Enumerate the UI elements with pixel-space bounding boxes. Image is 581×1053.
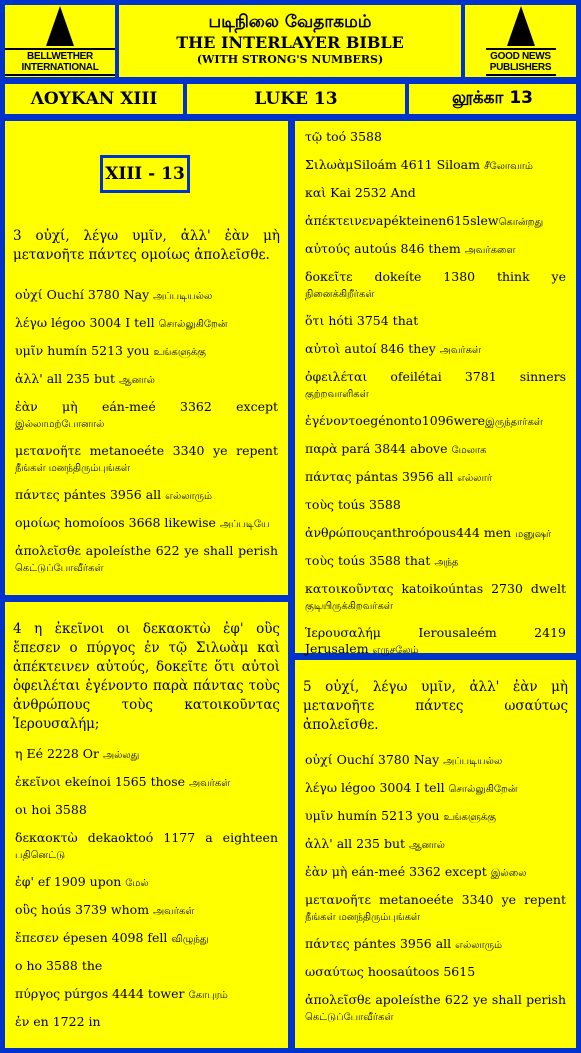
tamil-gloss: குற்றவாளிகள் <box>305 389 369 400</box>
word-entry <box>305 341 566 359</box>
word-entry <box>15 874 278 892</box>
tamil-gloss: அவர்கள் <box>189 778 231 789</box>
word-entry <box>305 581 566 615</box>
tamil-title: படிநிலை வேதாகமம் <box>208 12 372 32</box>
translit-strongs-gloss: ofeilétai 3781 sinners <box>367 369 566 384</box>
translit-strongs-gloss: dokeíte 1380 think ye <box>352 269 566 284</box>
greek-word: αὐτοὶ <box>305 341 341 356</box>
translit-strongs-gloss: Ouchí 3780 Nay <box>42 287 154 302</box>
greek-word: Ἱερουσαλήμ <box>305 625 381 640</box>
greek-word: πύργος <box>15 986 61 1001</box>
tamil-gloss: கெட்டுப்போவீர்கள் <box>305 1012 394 1023</box>
translit-strongs-gloss: all 235 but <box>42 371 120 386</box>
word-entry <box>305 992 566 1026</box>
translit-strongs-gloss: all 235 but <box>332 836 410 851</box>
word-entry <box>305 780 566 798</box>
greek-word: λέγω <box>305 780 338 795</box>
translit-strongs-gloss: homoíoos 3668 likewise <box>60 515 220 530</box>
translit-strongs-gloss: apoleísthe 622 ye shall perish <box>371 992 566 1007</box>
tamil-gloss: சொல்லுகிறேன் <box>448 784 518 795</box>
translit-strongs-gloss: toó 3588 <box>322 129 382 144</box>
word-entry <box>15 830 278 864</box>
verse-4-panel <box>3 600 290 1050</box>
word-entry <box>15 958 278 976</box>
subtitle: (WITH STRONG'S NUMBERS) <box>196 53 384 66</box>
translit-strongs-gloss: ekeínoi 1565 those <box>60 774 189 789</box>
greek-word: τῷ <box>305 129 323 144</box>
greek-word: ομοίως <box>15 515 61 530</box>
book-greek: ΛΟΥΚΑΝ XIII <box>3 82 185 116</box>
translit-strongs-gloss: anthroópous444 men <box>376 525 516 540</box>
greek-word: παρὰ <box>305 441 338 456</box>
verse-4-entries <box>15 746 278 1042</box>
word-entry <box>15 399 278 433</box>
translit-strongs-gloss: pántas 3956 all <box>351 469 458 484</box>
greek-word: ωσαύτως <box>305 964 364 979</box>
word-entry <box>305 441 566 459</box>
word-entry <box>305 936 566 954</box>
bellwether-logo-text: BELLWETHER INTERNATIONAL <box>5 48 115 76</box>
translit-strongs-gloss: Kai 2532 And <box>326 185 416 200</box>
tamil-gloss: இல்லாமற்போனால் <box>15 419 105 430</box>
greek-word: ἀνθρώπους <box>305 525 377 540</box>
continuation-entries <box>305 129 566 669</box>
greek-word: οι <box>15 802 28 817</box>
word-entry <box>15 287 278 305</box>
greek-word: μετανοῆτε <box>305 892 371 907</box>
good-news-logo-icon <box>507 6 535 46</box>
greek-word: η <box>15 746 23 761</box>
word-entry <box>305 413 566 431</box>
tamil-gloss: மனுஷர் <box>515 529 552 540</box>
book-english: LUKE 13 <box>185 82 407 116</box>
translit-strongs-gloss: toús 3588 <box>334 497 401 512</box>
tamil-gloss: அப்படியே <box>219 519 270 530</box>
tamil-gloss: அப்படியல்ல <box>153 291 213 302</box>
greek-word: ἐὰν μὴ <box>305 864 348 879</box>
translit-strongs-gloss: humín 5213 you <box>333 808 444 823</box>
greek-word: ἀπολεῖσθε <box>305 992 372 1007</box>
translit-strongs-gloss: metanoeéte 3340 ye repent <box>80 443 278 458</box>
greek-word: πάντες <box>305 936 350 951</box>
greek-word: τοὺς <box>305 497 335 512</box>
word-entry <box>15 443 278 477</box>
greek-word: δεκαοκτὼ <box>15 830 78 845</box>
greek-word: οὐχί <box>305 752 333 767</box>
translit-strongs-gloss: Siloám 4611 Siloam <box>353 157 484 172</box>
greek-word: ἐφ' <box>15 874 34 889</box>
translit-strongs-gloss: eán-meé 3362 except <box>77 399 278 414</box>
translit-strongs-gloss: hoosaútoos 5615 <box>363 964 476 979</box>
word-entry <box>305 469 566 487</box>
word-entry <box>305 241 566 259</box>
tamil-gloss: எல்லாரும் <box>165 491 213 502</box>
greek-word: ἀπέκτεινεν <box>305 213 376 228</box>
translit-strongs-gloss: légoo 3004 I tell <box>47 315 159 330</box>
tamil-gloss: அப்படியல்ல <box>443 756 503 767</box>
translit-strongs-gloss: Eé 2228 Or <box>22 746 103 761</box>
word-entry <box>15 515 278 533</box>
greek-word: Σιλωὰμ <box>305 157 354 172</box>
translit-strongs-gloss: metanoeéte 3340 ye repent <box>370 892 566 907</box>
greek-word: ὀφειλέται <box>305 369 368 384</box>
tamil-gloss: நீங்கள் மனந்திரும்புங்கள் <box>15 463 131 474</box>
greek-word: λέγω <box>15 315 48 330</box>
greek-word: ἐγένοντο <box>305 413 363 428</box>
translit-strongs-gloss: dekaoktoó 1177 a eighteen <box>77 830 278 845</box>
word-entry <box>305 553 566 571</box>
tamil-gloss: அந்த <box>434 557 459 568</box>
tamil-gloss: அவர்களை <box>464 245 516 256</box>
tamil-gloss: அவர்கள் <box>439 345 482 356</box>
greek-word: ἐὰν μὴ <box>15 399 78 414</box>
word-entry <box>305 269 566 303</box>
word-entry <box>15 487 278 505</box>
translit-strongs-gloss: hóti 3754 that <box>324 313 419 328</box>
tamil-gloss: அல்லது <box>102 750 140 761</box>
translit-strongs-gloss: Ierousaleém 2419 Jerusalem <box>305 625 566 656</box>
greek-word: δοκεῖτε <box>305 269 353 284</box>
word-entry <box>305 185 566 203</box>
tamil-gloss: இருந்தார்கள் <box>485 417 543 428</box>
tamil-gloss: எல்லார் <box>457 473 493 484</box>
greek-word: πάντας <box>305 469 352 484</box>
word-entry <box>305 157 566 175</box>
greek-word: ἀλλ' <box>15 371 43 386</box>
translit-strongs-gloss: hoi 3588 <box>27 802 87 817</box>
translit-strongs-gloss: apoleísthe 622 ye shall perish <box>81 543 278 558</box>
tamil-gloss: உங்களுக்கு <box>153 347 206 358</box>
greek-word: τοὺς <box>305 553 335 568</box>
word-entry <box>305 313 566 331</box>
translit-strongs-gloss: en 1722 in <box>29 1014 101 1029</box>
good-news-logo-text: GOOD NEWS PUBLISHERS <box>486 48 556 76</box>
translit-strongs-gloss: ef 1909 upon <box>33 874 126 889</box>
bellwether-logo <box>3 3 117 79</box>
greek-word: υμῖν <box>305 808 334 823</box>
word-entry <box>305 808 566 826</box>
greek-word: ἐν <box>15 1014 30 1029</box>
translit-strongs-gloss: púrgos 4444 tower <box>60 986 189 1001</box>
word-entry <box>15 986 278 1004</box>
word-entry <box>15 746 278 764</box>
greek-word: καὶ <box>305 185 327 200</box>
translit-strongs-gloss: katoikoúntas 2730 dwelt <box>393 581 566 596</box>
tamil-gloss: எல்லாரும் <box>455 940 503 951</box>
word-entry <box>305 892 566 926</box>
title-block <box>117 3 463 79</box>
word-entry <box>15 315 278 333</box>
tamil-gloss: கோபுரம் <box>188 990 228 1001</box>
tamil-gloss: குடியிருக்கிறவர்கள் <box>305 601 393 612</box>
word-entry <box>305 369 566 403</box>
verse-5-entries <box>305 752 566 1036</box>
tamil-gloss: பதினெட்டு <box>15 850 65 861</box>
translit-strongs-gloss: pántes 3956 all <box>349 936 456 951</box>
translit-strongs-gloss: hoús 3739 whom <box>37 902 154 917</box>
greek-word: ἀπολεῖσθε <box>15 543 82 558</box>
tamil-gloss: நீங்கள் மனந்திரும்புங்கள் <box>305 912 421 923</box>
translit-strongs-gloss: eán-meé 3362 except <box>347 864 491 879</box>
tamil-gloss: ஆனால் <box>409 840 445 851</box>
verse-3-panel <box>3 119 290 597</box>
word-entry <box>15 902 278 920</box>
translit-strongs-gloss: pántes 3956 all <box>59 487 166 502</box>
greek-word: ἔπεσεν <box>15 930 60 945</box>
greek-word: αὐτούς <box>305 241 351 256</box>
greek-word: ο <box>15 958 23 973</box>
tamil-gloss: உங்களுக்கு <box>443 812 496 823</box>
translit-strongs-gloss: ho 3588 the <box>22 958 103 973</box>
greek-word: ἀλλ' <box>305 836 333 851</box>
greek-word: πάντες <box>15 487 60 502</box>
translit-strongs-gloss: Ouchí 3780 Nay <box>332 752 444 767</box>
verse-4-text: 4 η ἐκεῖνοι οι δεκαοκτὼ ἐφ' οὓς ἔπεσεν ο πύργος ἐν τῷ Σιλωὰμ καὶ ἀπέκτεινεν αὐτούς, δοκεῖτε ὅτι αὐτοὶ ὀφειλέται ἐγένοντο παρὰ πάντας τοὺς ἀνθρώπους τοὺς κατοικοῦντας Ἱερουσαλήμ; <box>13 621 280 732</box>
translit-strongs-gloss: pará 3844 above <box>337 441 452 456</box>
tamil-gloss: அவர்கள் <box>153 906 195 917</box>
greek-word: οὐχί <box>15 287 43 302</box>
translit-strongs-gloss: apékteinen615slew <box>375 213 499 228</box>
greek-word: μετανοῆτε <box>15 443 81 458</box>
word-entry <box>305 213 566 231</box>
verse-5-text: 5 οὐχί, λέγω υμῖν, ἀλλ' ἐὰν μὴ μετανοῆτε πάντες ωσαύτως ἀπολεῖσθε. <box>303 679 568 733</box>
tamil-gloss: சொல்லுகிறேன் <box>158 319 228 330</box>
verse-3-text: 3 οὐχί, λέγω υμῖν, ἀλλ' ἐὰν μὴ μετανοῆτε πάντες ομοίως ἀπολεῖσθε. <box>13 228 280 263</box>
greek-word: υμῖν <box>15 343 44 358</box>
greek-word: κατοικοῦντας <box>305 581 394 596</box>
verse-3-entries <box>15 287 278 587</box>
word-entry <box>305 129 566 147</box>
greek-word: ἐκεῖνοι <box>15 774 61 789</box>
word-entry <box>15 1014 278 1032</box>
continuation-panel <box>293 119 578 655</box>
word-entry <box>15 802 278 820</box>
translit-strongs-gloss: humín 5213 you <box>43 343 154 358</box>
tamil-gloss: கெட்டுப்போவீர்கள் <box>15 563 104 574</box>
book-tamil: லூக்கா 13 <box>407 82 578 116</box>
word-entry <box>15 343 278 361</box>
verse-5-panel <box>293 658 578 1050</box>
word-entry <box>15 543 278 577</box>
word-entry <box>305 964 566 982</box>
bellwether-logo-icon <box>46 6 74 46</box>
word-entry <box>305 497 566 515</box>
word-entry <box>305 525 566 543</box>
tamil-gloss: மேல் <box>125 878 149 889</box>
translit-strongs-gloss: autoí 846 they <box>340 341 440 356</box>
tamil-gloss: நினைக்கிறீர்கள் <box>305 289 375 300</box>
tamil-gloss: கொன்றது <box>498 217 544 228</box>
translit-strongs-gloss: autoús 846 them <box>350 241 465 256</box>
word-entry <box>305 836 566 854</box>
chapter-ref: XIII - 13 <box>100 155 190 193</box>
tamil-gloss: எருசலேம் <box>372 645 419 656</box>
greek-word: ὅτι <box>305 313 325 328</box>
word-entry <box>15 371 278 389</box>
tamil-gloss: மேலாக <box>451 445 487 456</box>
tamil-gloss: ஆனால் <box>119 375 155 386</box>
good-news-logo <box>463 3 578 79</box>
word-entry <box>305 864 566 882</box>
word-entry <box>305 625 566 659</box>
translit-strongs-gloss: légoo 3004 I tell <box>337 780 449 795</box>
translit-strongs-gloss: egénonto1096were <box>362 413 486 428</box>
tamil-gloss: சீலோவாம் <box>483 161 533 172</box>
translit-strongs-gloss: toús 3588 that <box>334 553 435 568</box>
word-entry <box>305 752 566 770</box>
greek-word: οὓς <box>15 902 38 917</box>
tamil-gloss: விழுந்து <box>171 934 209 945</box>
word-entry <box>15 930 278 948</box>
tamil-gloss: இல்லை <box>490 868 527 879</box>
main-title: THE INTERLAYER BIBLE <box>176 33 404 52</box>
word-entry <box>15 774 278 792</box>
translit-strongs-gloss: épesen 4098 fell <box>59 930 172 945</box>
